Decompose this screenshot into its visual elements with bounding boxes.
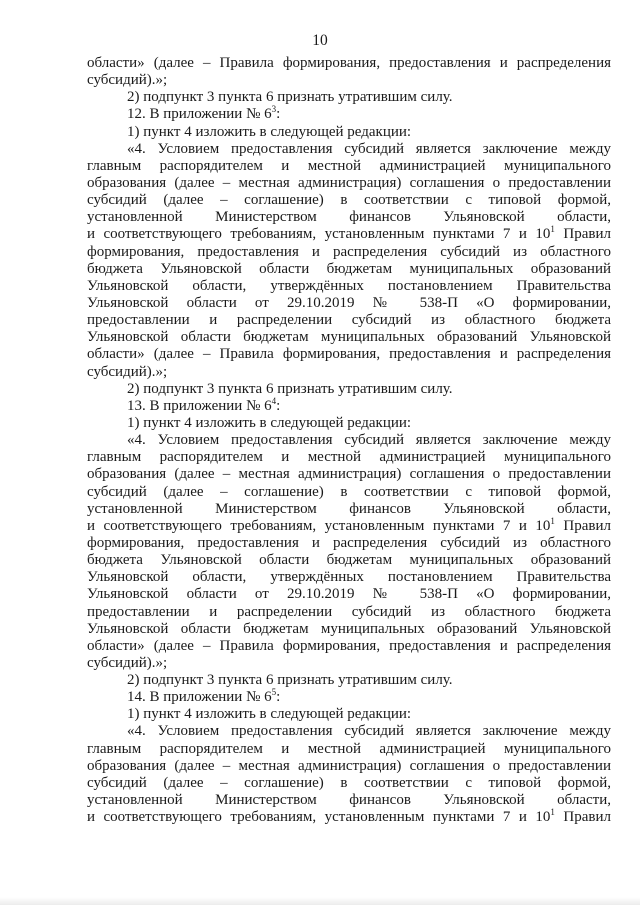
text-line — [87, 484, 611, 501]
text-line-content: Ульяновской области бюджетам муниципальных образований Ульяновской — [87, 329, 611, 346]
text-line-content: 2) подпункт 3 пункта 6 признать утратившим силу. — [127, 89, 453, 106]
text-line — [87, 261, 611, 278]
text-line-content: и соответствующего требованиям, установленным пунктами 7 и 10 — [87, 517, 551, 534]
text-line-content: Ульяновской области бюджетам муниципальных образований Ульяновской — [87, 620, 611, 637]
text-line-tail: Правил — [554, 226, 611, 243]
text-line — [87, 792, 611, 809]
text-line — [87, 346, 611, 363]
text-line-content: субсидий).»; — [87, 363, 168, 380]
text-line — [87, 638, 611, 655]
text-line-content: установленной Министерством финансов Ульяновской области, — [87, 792, 611, 809]
text-line — [87, 209, 611, 226]
text-line-content: «4. Условием предоставления субсидий является заключение между — [127, 432, 611, 449]
text-line — [87, 89, 611, 106]
superscript-index: 1 — [550, 224, 555, 235]
scan-edge — [0, 897, 640, 905]
text-line — [87, 809, 611, 826]
text-line-content: Ульяновской области от 29.10.2019 № 538-П «О формировании, — [87, 294, 611, 311]
text-line — [87, 226, 611, 243]
text-line — [87, 689, 611, 706]
text-line — [87, 192, 611, 209]
text-line-content: области» (далее – Правила формирования, предоставления и распределения — [87, 637, 611, 654]
text-line — [87, 449, 611, 466]
text-line — [87, 364, 611, 381]
text-line — [87, 141, 611, 158]
text-line-content: 13. В приложении № 6 — [127, 397, 272, 414]
text-line-content: образования (далее – местная администрация) соглашения о предоставлении — [87, 757, 611, 774]
text-line-content: субсидий (далее – соглашение) в соответствии с типовой формой, — [87, 483, 611, 500]
text-line — [87, 466, 611, 483]
text-line-content: области» (далее – Правила формирования, предоставления и распределения — [87, 346, 611, 363]
page-number: 10 — [312, 32, 328, 49]
text-line-content: главным распорядителем и местной администрацией муниципального — [87, 740, 611, 757]
text-line-content: 1) пункт 4 изложить в следующей редакции: — [127, 123, 412, 140]
text-line — [87, 175, 611, 192]
text-line-content: и соответствующего требованиям, установленным пунктами 7 и 10 — [87, 226, 551, 243]
text-line-tail: Правил — [554, 809, 611, 826]
text-line — [87, 655, 611, 672]
text-line-content: главным распорядителем и местной администрацией муниципального — [87, 157, 611, 174]
text-line-content: Ульяновской области от 29.10.2019 № 538-П «О формировании, — [87, 586, 611, 603]
text-line-content: субсидий (далее – соглашение) в соответствии с типовой формой, — [87, 192, 611, 209]
text-line — [87, 569, 611, 586]
text-line — [87, 312, 611, 329]
text-line — [87, 723, 611, 740]
text-line-tail: : — [276, 397, 281, 414]
text-line-content: 2) подпункт 3 пункта 6 признать утратившим силу. — [127, 672, 453, 689]
text-line-content: главным распорядителем и местной администрацией муниципального — [87, 449, 611, 466]
text-line-tail: : — [276, 689, 281, 706]
text-line — [87, 672, 611, 689]
text-line-tail: Правил — [554, 517, 611, 534]
text-line — [87, 158, 611, 175]
text-line-content: образования (далее – местная администрация) соглашения о предоставлении — [87, 466, 611, 483]
text-line-content: установленной Министерством финансов Ульяновской области, — [87, 500, 611, 517]
superscript-index: 1 — [550, 807, 555, 818]
text-line-content: Ульяновской области, утверждённых постановлением Правительства — [87, 569, 611, 586]
text-line-content: предоставлении и распределении субсидий из областного бюджета — [87, 603, 611, 620]
text-line — [87, 295, 611, 312]
text-line — [87, 586, 611, 603]
text-line — [87, 124, 611, 141]
text-line — [87, 758, 611, 775]
text-line-content: формирования, предоставления и распределения субсидий из областного — [87, 243, 611, 260]
text-line-content: и соответствующего требованиям, установленным пунктами 7 и 10 — [87, 809, 551, 826]
text-line-content: бюджета Ульяновской области бюджетам муниципальных образований — [87, 552, 611, 569]
text-line-content: 1) пункт 4 изложить в следующей редакции: — [127, 706, 412, 723]
text-line-tail: : — [276, 106, 281, 123]
text-line-content: установленной Министерством финансов Ульяновской области, — [87, 209, 611, 226]
text-line — [87, 535, 611, 552]
text-line — [87, 775, 611, 792]
superscript-index: 5 — [271, 687, 277, 698]
text-line-content: субсидий).»; — [87, 72, 168, 89]
text-line-content: 1) пункт 4 изложить в следующей редакции: — [127, 414, 412, 431]
text-line-content: 12. В приложении № 6 — [127, 106, 272, 123]
text-line-content: субсидий).»; — [87, 654, 168, 671]
superscript-index: 4 — [271, 395, 277, 406]
text-line-content: Ульяновской области, утверждённых постановлением Правительства — [87, 277, 611, 294]
text-line — [87, 604, 611, 621]
text-line-content: субсидий (далее – соглашение) в соответствии с типовой формой, — [87, 774, 611, 791]
superscript-index: 3 — [271, 104, 277, 115]
text-line — [87, 621, 611, 638]
text-line — [87, 741, 611, 758]
text-line — [87, 515, 611, 535]
text-line — [87, 395, 611, 415]
text-line — [87, 244, 611, 261]
text-line-content: бюджета Ульяновской области бюджетам муниципальных образований — [87, 260, 611, 277]
text-line — [87, 278, 611, 295]
text-line — [87, 501, 611, 518]
text-line-content: формирования, предоставления и распределения субсидий из областного — [87, 534, 611, 551]
text-line — [87, 106, 611, 123]
text-line-content: 2) подпункт 3 пункта 6 признать утратившим силу. — [127, 380, 453, 397]
superscript-index: 1 — [550, 515, 555, 526]
text-line — [87, 706, 611, 723]
text-line-content: «4. Условием предоставления субсидий является заключение между — [127, 723, 611, 740]
text-line — [87, 55, 611, 72]
text-line-content: 14. В приложении № 6 — [127, 689, 272, 706]
text-line-content: образования (далее – местная администрация) соглашения о предоставлении — [87, 174, 611, 191]
text-line — [87, 552, 611, 569]
text-line — [87, 432, 611, 449]
text-line-content: области» (далее – Правила формирования, предоставления и распределения — [87, 55, 611, 71]
text-line-content: «4. Условием предоставления субсидий является заключение между — [127, 140, 611, 157]
text-line — [87, 329, 611, 346]
text-line — [87, 415, 611, 432]
text-line — [87, 381, 611, 398]
text-line — [87, 72, 611, 89]
document-body — [87, 55, 611, 826]
text-line-content: предоставлении и распределении субсидий из областного бюджета — [87, 312, 611, 329]
